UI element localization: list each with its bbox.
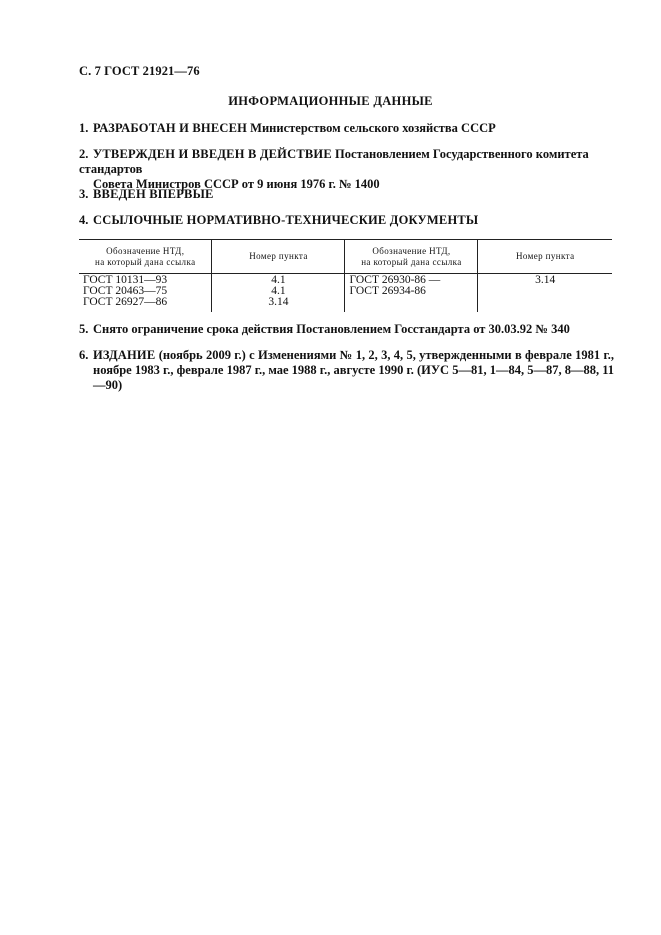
doc-designation: ГОСТ 10131—93 xyxy=(83,274,168,286)
doc-designation: ГОСТ 26934-86 xyxy=(349,285,426,297)
item-2 xyxy=(79,147,614,192)
header-ntd-line1: Обозначение НТД, xyxy=(106,245,185,256)
header-ntd-line2: на который дана ссылка xyxy=(361,256,462,267)
clause-number: 4.1 xyxy=(271,285,286,297)
item-number: 4. xyxy=(79,213,89,227)
doc-designation: ГОСТ 20463—75 xyxy=(83,285,168,297)
table-row xyxy=(79,274,612,313)
item-number: 1. xyxy=(79,121,89,135)
item-5 xyxy=(79,322,614,337)
header-clause-left: Номер пункта xyxy=(212,240,345,274)
clause-number: 3.14 xyxy=(268,296,289,308)
right-docs-cell xyxy=(345,274,478,313)
table-header-row xyxy=(79,240,612,274)
item-lead: ИЗДАНИЕ xyxy=(93,348,156,362)
item-text-continuation: Совета Министров СССР от 9 июня 1976 г. № 1400 xyxy=(93,177,380,191)
item-1 xyxy=(79,121,614,136)
clause-number: 4.1 xyxy=(271,274,286,286)
item-lead: УТВЕРЖДЕН И ВВЕДЕН В ДЕЙСТВИЕ xyxy=(93,147,332,161)
item-number: 5. xyxy=(79,322,89,336)
section-title: ИНФОРМАЦИОННЫЕ ДАННЫЕ xyxy=(228,94,433,108)
item-text: Министерством сельского хозяйства СССР xyxy=(247,121,496,135)
header-ntd-right xyxy=(345,240,478,274)
item-number: 6. xyxy=(79,348,89,362)
item-6 xyxy=(79,348,614,393)
item-lead: ССЫЛОЧНЫЕ НОРМАТИВНО-ТЕХНИЧЕСКИЕ ДОКУМЕНТЫ xyxy=(93,213,479,227)
header-ntd-line2: на который дана ссылка xyxy=(95,256,196,267)
item-number: 3. xyxy=(79,187,89,201)
doc-designation: ГОСТ 26927—86 xyxy=(83,296,168,308)
doc-designation: ГОСТ 26930-86 — xyxy=(349,274,441,286)
left-clauses-cell xyxy=(212,274,345,313)
reference-documents-table xyxy=(79,239,612,312)
item-4 xyxy=(79,213,614,228)
item-number: 2. xyxy=(79,147,89,161)
header-ntd-left xyxy=(79,240,212,274)
item-text: (ноябрь 2009 г.) с Изменениями № 1, 2, 3, 4, 5, утвержденными в феврале 1981 г., ноябре 1983 г., феврале 1987 г., мае 1988 г., августе 1990 г. (ИУС 5—81, 1—84, 5—87, 8—88, 11—90) xyxy=(93,348,615,392)
clause-number: 3.14 xyxy=(535,274,556,286)
item-text: Снято ограничение срока действия Постановлением Госстандарта от 30.03.92 № 340 xyxy=(93,322,570,336)
right-clauses-cell xyxy=(478,274,612,313)
item-text: Постановлением Государственного комитета стандартов xyxy=(79,147,589,176)
left-docs-cell xyxy=(79,274,212,313)
header-ntd-line1: Обозначение НТД, xyxy=(372,245,451,256)
page-header: С. 7 ГОСТ 21921—76 xyxy=(79,64,200,78)
item-lead: РАЗРАБОТАН И ВНЕСЕН xyxy=(93,121,248,135)
item-3 xyxy=(79,187,614,202)
header-clause-right: Номер пункта xyxy=(478,240,612,274)
item-lead: ВВЕДЕН ВПЕРВЫЕ xyxy=(93,187,214,201)
